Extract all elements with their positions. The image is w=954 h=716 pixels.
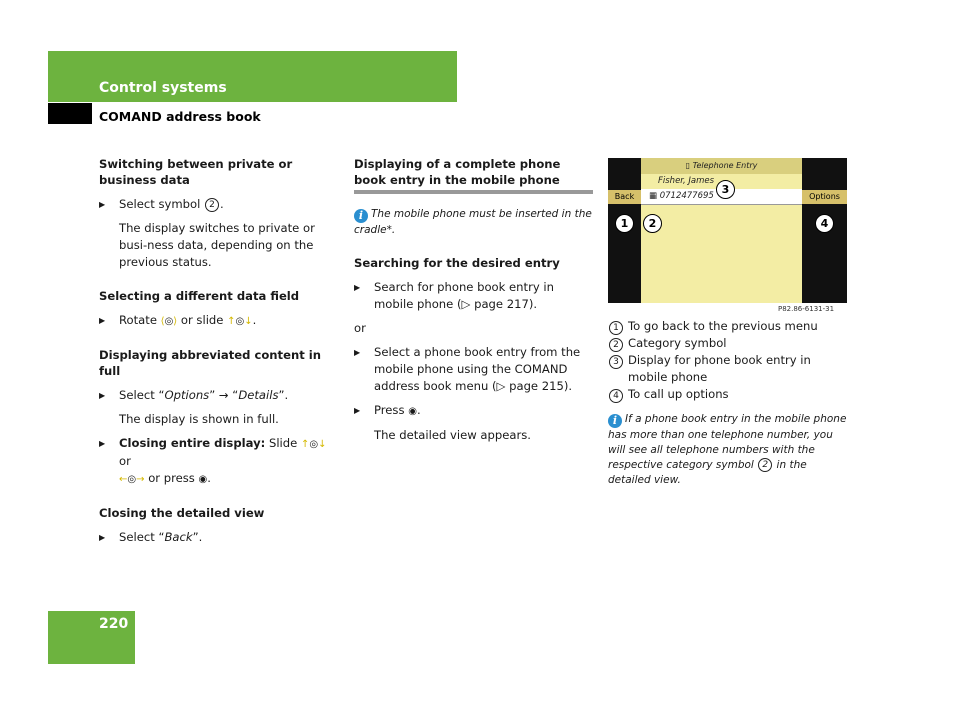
callout-2: 2 — [643, 214, 662, 233]
legend-item: 4 To call up options — [608, 386, 852, 403]
legend-item: 3 Display for phone book entry in mobile phone — [608, 352, 852, 386]
step-select-back: ▶ Select “Back”. — [99, 529, 341, 546]
heading-different-field: Selecting a different data field — [99, 289, 300, 303]
heading-switch-private-business: Switching between private or business data — [99, 157, 293, 187]
display-title-bar: ▯ Telephone Entry — [641, 158, 802, 174]
column-1 — [99, 156, 341, 546]
slide-up-down-icon: ↑◎↓ — [227, 316, 253, 327]
or-text: or — [354, 321, 366, 335]
step-select-options-details: ▶ Select “Options” → “Details”. — [99, 387, 341, 404]
heading-abbreviated-content: Displaying abbreviated content in full — [99, 348, 322, 378]
callout-3: 3 — [716, 180, 735, 199]
heading-rule — [354, 190, 593, 194]
step-rotate: ▶ Rotate ⟨◎⟩ or slide ↑◎↓. — [99, 312, 341, 330]
press-controller-icon: ◉ — [408, 406, 417, 417]
back-softkey: Back — [608, 190, 641, 204]
step-press: ▶ Press ◉. — [354, 402, 593, 420]
column-3 — [608, 318, 852, 488]
info-icon: i — [608, 414, 622, 428]
step-search-mobile: ▶ Search for phone book entry in mobile phone (▷ page 217). — [354, 279, 593, 313]
column-2 — [354, 156, 593, 444]
subsection-title: COMAND address book — [99, 109, 261, 124]
display-contact-name: Fisher, James — [658, 176, 715, 186]
step-close-display: ▶ Closing entire display: Slide ↑◎↓ or ←◎→ or press ◉. — [99, 435, 341, 488]
heading-complete-entry: Displaying of a complete phone book entry in the mobile phone — [354, 157, 561, 187]
comand-display-illustration — [608, 158, 847, 303]
step-select-comand: ▶ Select a phone book entry from the mobile phone using the COMAND address book menu (▷ page 215). — [354, 344, 593, 395]
callout-1: 1 — [615, 214, 634, 233]
image-code: P82.86-6131-31 — [778, 305, 835, 313]
legend-item: 2 Category symbol — [608, 335, 852, 352]
slide-left-right-icon: ←◎→ — [119, 474, 145, 485]
section-title: Control systems — [99, 80, 227, 96]
business-category-icon: ▦ — [649, 191, 658, 201]
heading-closing-detailed-view: Closing the detailed view — [99, 506, 265, 520]
heading-searching-entry: Searching for the desired entry — [354, 256, 560, 270]
display-selected-number-row: ▦ 0712477695 — [641, 189, 802, 204]
info-icon: i — [354, 209, 368, 223]
result-text: The display is shown in full. — [119, 412, 279, 426]
rotate-controller-icon: ⟨◎⟩ — [160, 316, 178, 327]
section-tab-marker — [48, 103, 92, 124]
options-softkey: Options — [802, 190, 847, 204]
callout-ref: 2 — [205, 198, 219, 212]
page-number: 220 — [99, 616, 129, 632]
step-select-symbol: ▶ Select symbol 2 . — [99, 196, 341, 213]
info-note: i If a phone book entry in the mobile phone has more than one telephone number, you will see all telephone numbers with the respective category symbol 2 in the detailed view. — [608, 413, 847, 486]
result-text: The display switches to private or busi-ness data, depending on the previous status. — [119, 221, 315, 269]
callout-4: 4 — [815, 214, 834, 233]
press-controller-icon: ◉ — [198, 474, 208, 485]
display-divider — [641, 204, 802, 205]
slide-up-down-icon: ↑◎↓ — [300, 439, 327, 450]
telephone-icon: ▯ — [685, 161, 691, 170]
legend-item: 1 To go back to the previous menu — [608, 318, 852, 335]
info-note: i The mobile phone must be inserted in the cradle*. — [354, 208, 592, 236]
result-text: The detailed view appears. — [374, 428, 531, 442]
